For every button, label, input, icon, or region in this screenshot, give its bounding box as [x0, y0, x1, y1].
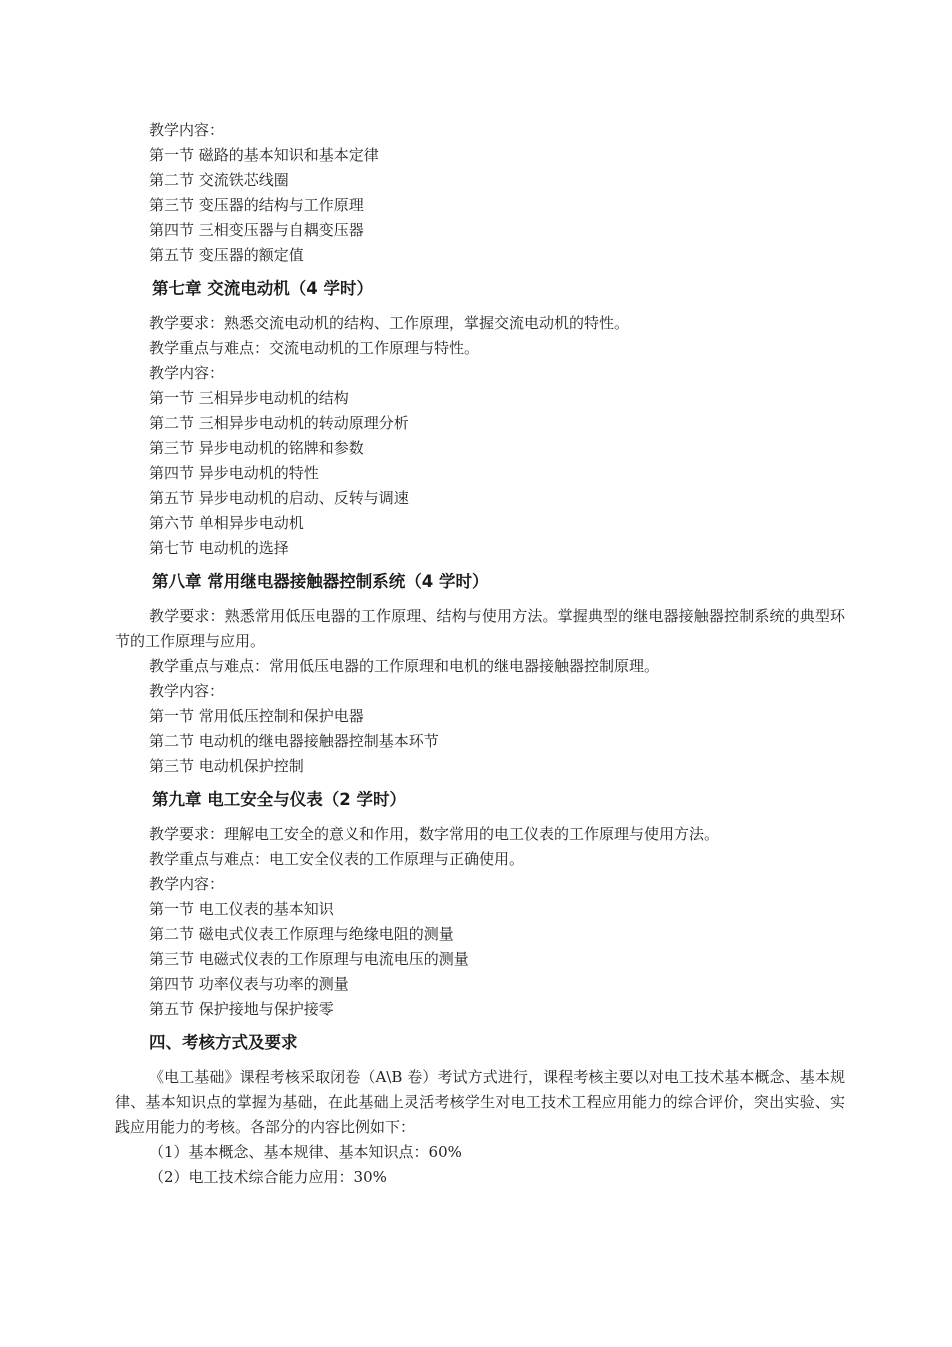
- ch7-section-2: 第二节 三相异步电动机的转动原理分析: [149, 414, 409, 432]
- ch8-requirement: 教学要求：熟悉常用低压电器的工作原理、结构与使用方法。掌握典型的继电器接触器控制系统的典型环节的工作原理与应用。: [115, 607, 845, 650]
- assessment-item-2: （2）电工技术综合能力应用：30%: [149, 1168, 387, 1186]
- ch9-key-points: 教学重点与难点：电工安全仪表的工作原理与正确使用。: [149, 850, 525, 868]
- ch8-section-2: 第二节 电动机的继电器接触器控制基本环节: [149, 732, 439, 750]
- ch7-key-points: 教学重点与难点：交流电动机的工作原理与特性。: [149, 339, 480, 357]
- ch7-content-label: 教学内容：: [149, 364, 225, 382]
- page-content: [115, 118, 845, 1190]
- ch9-section-4: 第四节 功率仪表与功率的测量: [149, 975, 349, 993]
- ch7-section-6: 第六节 单相异步电动机: [149, 514, 304, 532]
- ch7-heading: 第七章 交流电动机（4 学时）: [152, 279, 373, 298]
- assessment-paragraph: 《电工基础》课程考核采取闭卷（A\B 卷）考试方式进行，课程考核主要以对电工技术基本概念、基本规律、基本知识点的掌握为基础，在此基础上灵活考核学生对电工技术工程应用能力的综合评价，突出实验、实践应用能力的考核。各部分的内容比例如下：: [115, 1068, 845, 1136]
- ch8-section-3: 第三节 电动机保护控制: [149, 757, 304, 775]
- ch8-content-label: 教学内容：: [149, 682, 225, 700]
- ch7-section-1: 第一节 三相异步电动机的结构: [149, 389, 349, 407]
- ch7-section-3: 第三节 异步电动机的铭牌和参数: [149, 439, 364, 457]
- ch7-requirement: 教学要求：熟悉交流电动机的结构、工作原理，掌握交流电动机的特性。: [149, 314, 630, 332]
- ch6-section-2: 第二节 交流铁芯线圈: [149, 171, 289, 189]
- ch9-requirement: 教学要求：理解电工安全的意义和作用，数字常用的电工仪表的工作原理与使用方法。: [149, 825, 720, 843]
- ch8-heading: 第八章 常用继电器接触器控制系统（4 学时）: [152, 572, 489, 591]
- ch6-content-label: 教学内容：: [149, 121, 225, 139]
- ch9-heading: 第九章 电工安全与仪表（2 学时）: [152, 790, 406, 809]
- assessment-item-1: （1）基本概念、基本规律、基本知识点：60%: [149, 1143, 462, 1161]
- ch7-section-7: 第七节 电动机的选择: [149, 539, 289, 557]
- ch9-section-2: 第二节 磁电式仪表工作原理与绝缘电阻的测量: [149, 925, 454, 943]
- ch9-section-1: 第一节 电工仪表的基本知识: [149, 900, 334, 918]
- ch6-section-5: 第五节 变压器的额定值: [149, 246, 304, 264]
- ch9-content-label: 教学内容：: [149, 875, 225, 893]
- ch9-section-3: 第三节 电磁式仪表的工作原理与电流电压的测量: [149, 950, 469, 968]
- ch9-section-5: 第五节 保护接地与保护接零: [149, 1000, 334, 1018]
- ch8-section-1: 第一节 常用低压控制和保护电器: [149, 707, 364, 725]
- ch6-section-3: 第三节 变压器的结构与工作原理: [149, 196, 364, 214]
- ch6-section-1: 第一节 磁路的基本知识和基本定律: [149, 146, 379, 164]
- ch6-section-4: 第四节 三相变压器与自耦变压器: [149, 221, 364, 239]
- assessment-heading: 四、考核方式及要求: [149, 1033, 298, 1052]
- ch7-section-5: 第五节 异步电动机的启动、反转与调速: [149, 489, 409, 507]
- ch7-section-4: 第四节 异步电动机的特性: [149, 464, 319, 482]
- ch8-key-points: 教学重点与难点：常用低压电器的工作原理和电机的继电器接触器控制原理。: [149, 657, 660, 675]
